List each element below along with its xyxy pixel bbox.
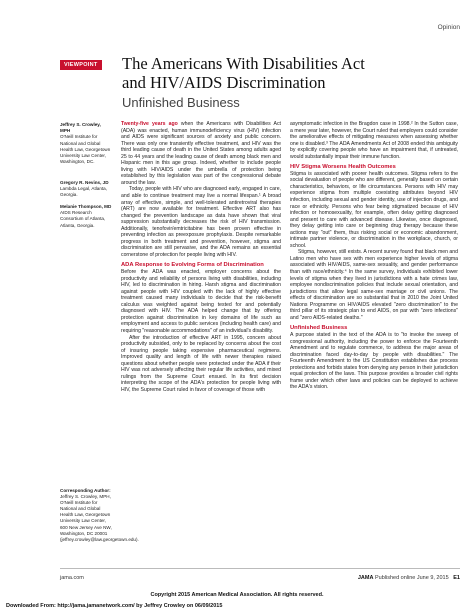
paragraph: After the introduction of effective ART in 1995, concern about productivity subsided, only to be replaced by concerns about the cost of insuring people taking expensive pharmaceutical regimens. Improved quality and length of life with newer therapies raised questions about whether people were protected under the ADA if their HIV was not adversely affecting their regular life activities, and mixed rulings from the Supreme Court ensued. In its first decision interpreting the scope of the ADA's protection for people living with HIV, the Supreme Court ruled in favor of coverage of those with [121, 334, 281, 393]
title-line-2: and HIV/AIDS Discrimination [122, 73, 326, 92]
journal-name: JAMA [357, 575, 374, 581]
publication-date: Published online June 9, 2015 [374, 575, 449, 581]
paragraph [121, 121, 281, 186]
article-title [122, 54, 442, 92]
author-block-2 [60, 180, 112, 199]
author-block-3 [60, 204, 112, 229]
paragraph-text: when the Americans with Disabilities Act (ADA) was enacted, human immunodeficiency virus (HIV) infection and AIDS were significant sources of anxiety and public concern. There was only one transiently effective treatment, and HIV was the third leading cause of death in the United States among adults aged 25 to 44 years and the leading cause of death among black men and Hispanic men in this age group. Indeed, whether to include people living with HIV/AIDS under the umbrella of protection being established by this legislation was part of the congressional debate around the law. [121, 121, 281, 186]
author-affiliation: Lambda Legal, Atlanta, Georgia. [60, 186, 107, 198]
paragraph: Stigma, however, still exists. A recent survey found that black men and Latino men who have sex with men experience higher levels of stigma associated with HIV/AIDS, same-sex sexuality, and gender performance than with race/ethnicity.⁴ In the same survey, individuals exhibited lower levels of stigma when they lived in jurisdictions with a hate crimes law, employee nondiscrimination policies that include sexual orientation, and jurisdictions that allow legal same-sex marriage or civil unions. The effects of discrimination are so substantial that in 2010 the Joint United Nations Programme on HIV/AIDS elevated "zero discrimination" to the third pillar of its strategic plan to end AIDS, on par with "zero infections" and "zero AIDS-related deaths." [290, 249, 459, 321]
body-column-1 [121, 121, 281, 393]
paragraph: Today, people with HIV who are diagnosed early, engaged in care, and able to continue treatment may live a normal lifespan.¹ A broad array of effective, simple, and well-tolerated antiretroviral therapies (ART) are now available for treatment. Effective ART also has changed the prevention landscape as data have shown that viral suppression substantially decreases the risk of HIV transmission. Additionally, tenofovir/emtricitabine has been proven effective in preventing infection as preexposure prophylaxis. Despite remarkable progress in both treatment and prevention, however, stigma and discrimination are still pervasive, and the ADA remains an essential cornerstone of protection for people living with HIV. [121, 186, 281, 258]
paragraph: A purpose stated in the text of the ADA is to "to invoke the sweep of congressional authority, including the power to enforce the Fourteenth Amendment and to regulate commerce, to address the major areas of discrimination faced day-to-day by people with disabilities." The Fourteenth Amendment to the US Constitution establishes due process protections and forbids states from denying any person in their jurisdiction equal protection of the laws. This purpose provides a broader civil rights frame under which other laws and policies can be deployed to achieve the ADA's vision. [290, 331, 458, 391]
author-affiliation: O'Neill Institute for National and Global Health Law, Georgetown University Law Center, Washington, DC. [60, 134, 111, 165]
download-notice: Downloaded From: http://jama.jamanetwork.com/ by Jeffrey Crowley on 06/09/2015 [6, 603, 223, 609]
author-name: Jeffrey S. Crowley, MPH [60, 122, 101, 134]
section-heading: Unfinished Business [290, 325, 348, 332]
footer-rule [60, 568, 460, 569]
section-label: Opinion [437, 24, 460, 31]
body-column-2 [290, 121, 458, 391]
corresponding-author [60, 488, 139, 543]
corresponding-author-text: Jeffrey S. Crowley, MPH, O'Neill Institute for National and Global Health Law, Georgetown University Law Center, 600 New Jersey Ave NW, Washington, DC 20001 (jeffrey.crowley@law.georgetown.edu). [60, 494, 139, 542]
author-name: Melanie Thompson, MD [60, 204, 112, 209]
section-heading: ADA Response to Evolving Forms of Discrimination [121, 262, 264, 269]
footer-publication-info [358, 575, 460, 581]
author-affiliation: AIDS Research Consortium of Atlanta, Atlanta, Georgia. [60, 210, 106, 228]
footer-site-link[interactable]: jama.com [60, 575, 84, 581]
section-heading: HIV Stigma Worsens Health Outcomes [290, 164, 396, 171]
author-name: Gregory R. Nevins, JD [60, 180, 109, 185]
article-subtitle: Unfinished Business [122, 95, 240, 110]
copyright-notice: Copyright 2015 American Medical Association. All rights reserved. [150, 592, 324, 598]
paragraph: Stigma is associated with poorer health outcomes. Stigma refers to the social devaluation of people who are different, generally based on certain characteristics, behaviors, or life circumstances. Persons with HIV may experience stigma from multiple coexisting attributes beyond HIV infection, including sexual and gender identity, use of injection drugs, and race or ethnicity. Persons who fear being stigmatized because of HIV infection or homosexuality, for example, often delay getting diagnosed and present to care with advanced disease. Likewise, once diagnosed, they delay getting into care or beginning drug therapy because these actions may "out" them, thus risking social or economic abandonment, intimate partner violence, or discrimination in the workplace, church, or school. [290, 170, 458, 249]
author-block-1 [60, 122, 112, 165]
paragraph: Before the ADA was enacted, employer concerns about the productivity and reliability of persons living with disabilities, including HIV, led to discrimination in hiring. Harsh stigma and discrimination against people with HIV coupled with the lack of highly effective treatment caused many individuals to decide that the risk-benefit calculus was weighted against being tested for and potentially diagnosed with HIV. The ADA helped change that by offering protection against discrimination in key domains of life such as employment and access to public services (including health care) and requiring "reasonable accommodations" of an individual's disability. [121, 269, 281, 334]
viewpoint-tag: VIEWPOINT [60, 60, 102, 70]
corresponding-author-heading: Corresponding Author: [60, 488, 111, 493]
page-number: E1 [453, 575, 460, 581]
lead-in: Twenty-five years ago [121, 121, 178, 127]
paragraph: asymptomatic infection in the Bragdon case in 1998.² In the Sutton case, a mere year later, however, the Court ruled that employers could consider the ameliorative effects of mitigating measures when assessing whether one is disabled.³ The ADA Amendments Act of 2008 ended this ambiguity by explicitly covering people who have an impairment that, if untreated, would substantially impair their immune function. [290, 121, 458, 160]
title-line-1: The Americans With Disabilities Act [122, 54, 365, 73]
